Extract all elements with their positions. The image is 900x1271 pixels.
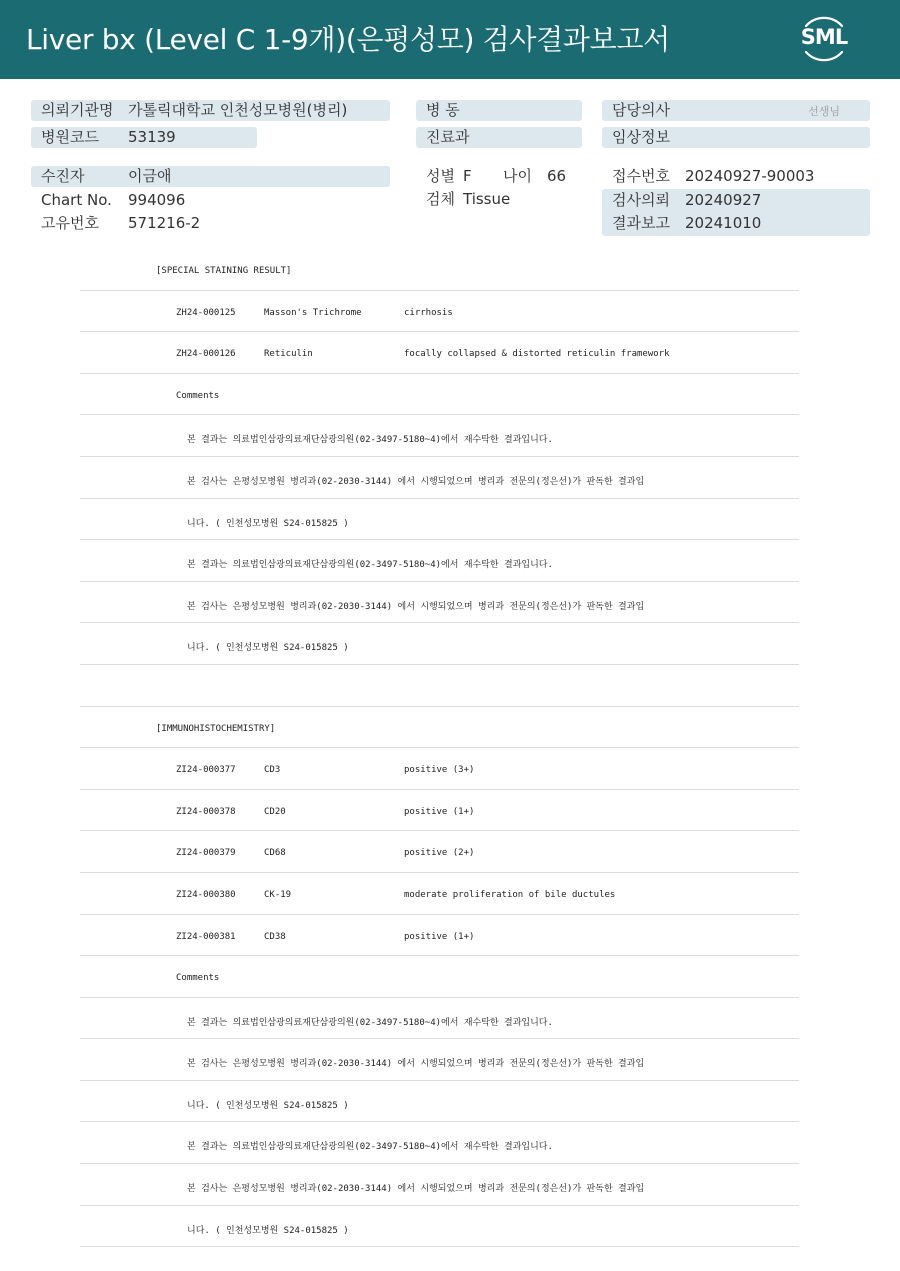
patient-label: 수진자 (41, 167, 85, 185)
specimen-value: Tissue (463, 190, 511, 208)
hospital-code-label: 병원코드 (41, 128, 99, 146)
request-label: 검사의뢰 (612, 191, 670, 209)
report-row (80, 582, 799, 624)
patient-field (31, 166, 390, 187)
age-value: 66 (547, 167, 567, 185)
test-result: positive (1+) (404, 806, 475, 817)
report-text: 본 결과는 의료법인삼광의료재단삼광의원(02-3497-5180~4)에서 재수탁한 결과입니다. (187, 1017, 553, 1028)
report-row (80, 873, 799, 915)
receipt-no-value: 20240927-90003 (685, 167, 815, 185)
institution-field (31, 100, 390, 121)
unique-no-label: 고유번호 (41, 214, 99, 232)
test-name: Reticulin (264, 349, 313, 360)
test-result: positive (1+) (404, 931, 475, 942)
report-row (80, 748, 799, 790)
doctor-suffix: 선생님 (808, 105, 840, 118)
report-row (80, 1081, 799, 1123)
test-result: positive (2+) (404, 848, 475, 859)
test-code: ZI24-000380 (176, 889, 236, 900)
test-result: positive (3+) (404, 765, 475, 776)
test-result: focally collapsed & distorted reticulin framework (404, 349, 670, 360)
report-row (80, 415, 799, 457)
report-text: 본 결과는 의료법인삼광의료재단삼광의원(02-3497-5180~4)에서 재수탁한 결과입니다. (187, 1142, 553, 1153)
sex-label: 성별 (426, 167, 455, 185)
sml-logo (796, 12, 852, 66)
report-text: 본 검사는 은평성모병원 병리과(02-2030-3144) 에서 시행되었으며 병리과 전문의(정은선)가 판독한 결과입 (187, 476, 645, 487)
report-row (80, 707, 799, 749)
report-row (80, 790, 799, 832)
test-code: ZI24-000381 (176, 931, 236, 942)
report-row (80, 457, 799, 499)
report-text: Comments (176, 973, 220, 984)
test-name: CD20 (264, 806, 286, 817)
section-heading: [SPECIAL STAINING RESULT] (156, 266, 292, 276)
test-code: ZI24-000379 (176, 848, 236, 859)
chart-no-label: Chart No. (41, 191, 112, 209)
receipt-no-field (602, 166, 870, 187)
receipt-no-label: 접수번호 (612, 167, 670, 185)
result-report-value: 20241010 (685, 214, 762, 232)
test-code: ZI24-000378 (176, 806, 236, 817)
institution-label: 의뢰기관명 (41, 101, 114, 119)
age-label: 나이 (503, 167, 532, 185)
section-heading: [IMMUNOHISTOCHEMISTRY] (156, 723, 276, 734)
test-name: CK-19 (264, 889, 292, 900)
report-title: Liver bx (Level C 1-9개)(은평성모) 검사결과보고서 (26, 23, 670, 56)
report-text: 본 검사는 은평성모병원 병리과(02-2030-3144) 에서 시행되었으며 병리과 전문의(정은선)가 판독한 결과입 (187, 1184, 645, 1195)
department-label: 진료과 (426, 128, 470, 146)
report-row (80, 1164, 799, 1206)
test-name: CD68 (264, 848, 286, 859)
sex-age-field (416, 166, 596, 187)
report-row (80, 374, 799, 416)
clinical-info-field (602, 127, 870, 148)
report-text: 본 결과는 의료법인삼광의료재단삼광의원(02-3497-5180~4)에서 재수탁한 결과입니다. (187, 435, 553, 446)
test-code: ZH24-000125 (176, 307, 236, 318)
unique-no-field (31, 213, 390, 234)
doctor-label: 담당의사 (612, 101, 670, 119)
report-row (80, 499, 799, 541)
specimen-field (416, 189, 596, 210)
report-text: 니다. ( 인천성모병원 S24-015825 ) (187, 1100, 349, 1111)
result-report-label: 결과보고 (612, 214, 670, 232)
report-row (80, 332, 799, 374)
doctor-field (602, 100, 870, 121)
report-row (80, 665, 799, 707)
test-result: moderate proliferation of bile ductules (404, 889, 616, 900)
logo-text: SML (800, 25, 848, 49)
report-row (80, 1206, 799, 1248)
report-row (80, 1039, 799, 1081)
request-value: 20240927 (685, 191, 762, 209)
report-row (80, 831, 799, 873)
report-text: Comments (176, 390, 220, 401)
report-row (80, 998, 799, 1040)
report-text: 니다. ( 인천성모병원 S24-015825 ) (187, 643, 349, 654)
sex-value: F (463, 167, 472, 185)
test-name: CD38 (264, 931, 286, 942)
report-row (80, 540, 799, 582)
report-body (80, 249, 799, 1247)
report-text: 본 검사는 은평성모병원 병리과(02-2030-3144) 에서 시행되었으며 병리과 전문의(정은선)가 판독한 결과입 (187, 601, 645, 612)
chart-no-value: 994096 (128, 191, 186, 209)
patient-value: 이금애 (128, 167, 172, 185)
unique-no-value: 571216-2 (128, 214, 201, 232)
clinical-info-label: 임상정보 (612, 128, 670, 146)
request-result-field (602, 189, 870, 236)
report-row (80, 249, 799, 291)
ward-label: 병 동 (426, 101, 460, 119)
report-row (80, 915, 799, 957)
report-row (80, 956, 799, 998)
test-name: Masson's Trichrome (264, 307, 362, 318)
test-result: cirrhosis (404, 307, 453, 318)
report-row (80, 1122, 799, 1164)
report-row (80, 291, 799, 333)
test-code: ZH24-000126 (176, 349, 236, 360)
institution-value: 가톨릭대학교 인천성모병원(병리) (128, 101, 348, 119)
hospital-code-field (31, 127, 257, 148)
report-header (0, 0, 900, 79)
report-text: 니다. ( 인천성모병원 S24-015825 ) (187, 1225, 349, 1236)
ward-field (416, 100, 582, 121)
report-row (80, 623, 799, 665)
department-field (416, 127, 582, 148)
test-name: CD3 (264, 765, 281, 776)
hospital-code-value: 53139 (128, 128, 176, 146)
report-text: 본 검사는 은평성모병원 병리과(02-2030-3144) 에서 시행되었으며 병리과 전문의(정은선)가 판독한 결과입 (187, 1059, 645, 1070)
report-text: 니다. ( 인천성모병원 S24-015825 ) (187, 518, 349, 529)
report-text: 본 결과는 의료법인삼광의료재단삼광의원(02-3497-5180~4)에서 재수탁한 결과입니다. (187, 560, 553, 571)
specimen-label: 검체 (426, 190, 455, 208)
test-code: ZI24-000377 (176, 765, 236, 776)
chart-no-field (31, 190, 390, 211)
